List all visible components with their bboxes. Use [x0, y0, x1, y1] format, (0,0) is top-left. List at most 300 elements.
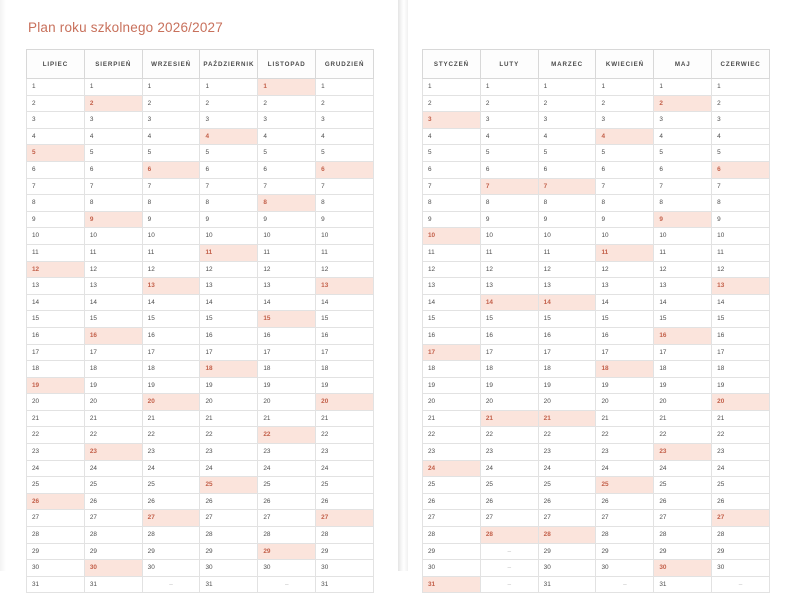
day-cell[interactable]: 31 [538, 576, 596, 593]
day-cell[interactable]: 18 [596, 361, 654, 378]
day-cell[interactable]: 9 [316, 211, 374, 228]
day-cell[interactable]: 5 [200, 145, 258, 162]
day-cell[interactable]: 28 [142, 527, 200, 544]
day-cell[interactable]: 10 [423, 228, 481, 245]
day-cell[interactable]: 11 [258, 244, 316, 261]
day-cell[interactable]: 20 [316, 394, 374, 411]
day-cell[interactable]: 19 [142, 377, 200, 394]
day-cell[interactable]: 2 [538, 95, 596, 112]
day-cell[interactable]: 22 [142, 427, 200, 444]
day-cell[interactable]: 28 [316, 527, 374, 544]
day-cell[interactable]: 31 [27, 576, 85, 593]
day-cell[interactable]: 21 [142, 410, 200, 427]
day-cell[interactable]: 4 [84, 128, 142, 145]
day-cell[interactable]: 11 [654, 244, 712, 261]
day-cell[interactable]: 4 [480, 128, 538, 145]
day-cell[interactable]: 8 [84, 195, 142, 212]
day-cell[interactable]: 14 [200, 294, 258, 311]
day-cell[interactable]: 27 [480, 510, 538, 527]
day-cell[interactable]: 6 [200, 161, 258, 178]
day-cell[interactable]: 5 [142, 145, 200, 162]
day-cell[interactable]: 12 [538, 261, 596, 278]
day-cell[interactable]: 21 [27, 410, 85, 427]
day-cell[interactable]: 23 [27, 444, 85, 461]
day-cell[interactable]: 6 [316, 161, 374, 178]
day-cell[interactable]: 6 [538, 161, 596, 178]
day-cell[interactable]: 7 [142, 178, 200, 195]
day-cell[interactable]: 2 [200, 95, 258, 112]
day-cell[interactable]: 23 [596, 444, 654, 461]
day-cell[interactable]: 18 [538, 361, 596, 378]
day-cell[interactable]: 30 [538, 560, 596, 577]
day-cell[interactable]: 15 [316, 311, 374, 328]
day-cell[interactable]: 21 [538, 410, 596, 427]
day-cell[interactable]: 16 [27, 327, 85, 344]
day-cell[interactable]: 22 [538, 427, 596, 444]
day-cell[interactable]: 17 [596, 344, 654, 361]
day-cell[interactable]: 23 [654, 444, 712, 461]
day-cell[interactable]: 28 [27, 527, 85, 544]
day-cell[interactable]: 22 [596, 427, 654, 444]
day-cell[interactable]: 11 [712, 244, 770, 261]
day-cell[interactable]: 18 [316, 361, 374, 378]
day-cell[interactable]: 26 [258, 493, 316, 510]
day-cell[interactable]: 8 [258, 195, 316, 212]
day-cell[interactable]: 23 [316, 444, 374, 461]
day-cell[interactable]: 11 [142, 244, 200, 261]
day-cell[interactable]: 17 [258, 344, 316, 361]
day-cell[interactable]: 7 [84, 178, 142, 195]
day-cell[interactable]: 7 [596, 178, 654, 195]
day-cell[interactable]: 18 [712, 361, 770, 378]
day-cell[interactable]: 10 [596, 228, 654, 245]
day-cell[interactable]: 16 [142, 327, 200, 344]
day-cell[interactable]: 25 [142, 477, 200, 494]
day-cell[interactable]: 4 [654, 128, 712, 145]
day-cell[interactable]: 10 [142, 228, 200, 245]
day-cell[interactable]: – [142, 576, 200, 593]
day-cell[interactable]: 19 [423, 377, 481, 394]
day-cell[interactable]: 29 [316, 543, 374, 560]
day-cell[interactable]: 8 [712, 195, 770, 212]
day-cell[interactable]: 25 [538, 477, 596, 494]
day-cell[interactable]: 4 [27, 128, 85, 145]
day-cell[interactable]: 19 [654, 377, 712, 394]
day-cell[interactable]: 5 [596, 145, 654, 162]
day-cell[interactable]: 3 [258, 112, 316, 129]
day-cell[interactable]: 24 [84, 460, 142, 477]
day-cell[interactable]: 15 [27, 311, 85, 328]
day-cell[interactable]: 11 [423, 244, 481, 261]
day-cell[interactable]: 19 [84, 377, 142, 394]
day-cell[interactable]: 24 [258, 460, 316, 477]
day-cell[interactable]: 1 [258, 79, 316, 96]
day-cell[interactable]: 7 [654, 178, 712, 195]
day-cell[interactable]: 13 [200, 278, 258, 295]
day-cell[interactable]: 1 [84, 79, 142, 96]
day-cell[interactable]: 16 [258, 327, 316, 344]
day-cell[interactable]: 6 [712, 161, 770, 178]
day-cell[interactable]: 8 [480, 195, 538, 212]
day-cell[interactable]: 12 [316, 261, 374, 278]
day-cell[interactable]: – [258, 576, 316, 593]
day-cell[interactable]: 21 [200, 410, 258, 427]
day-cell[interactable]: 23 [480, 444, 538, 461]
day-cell[interactable]: 17 [712, 344, 770, 361]
day-cell[interactable]: 29 [538, 543, 596, 560]
day-cell[interactable]: 22 [712, 427, 770, 444]
day-cell[interactable]: 20 [423, 394, 481, 411]
day-cell[interactable]: 23 [142, 444, 200, 461]
day-cell[interactable]: 4 [423, 128, 481, 145]
day-cell[interactable]: 21 [596, 410, 654, 427]
day-cell[interactable]: 7 [480, 178, 538, 195]
day-cell[interactable]: 18 [27, 361, 85, 378]
day-cell[interactable]: – [712, 576, 770, 593]
day-cell[interactable]: 15 [423, 311, 481, 328]
day-cell[interactable]: 3 [84, 112, 142, 129]
day-cell[interactable]: 24 [654, 460, 712, 477]
day-cell[interactable]: 7 [200, 178, 258, 195]
day-cell[interactable]: 25 [480, 477, 538, 494]
day-cell[interactable]: 20 [480, 394, 538, 411]
day-cell[interactable]: 24 [538, 460, 596, 477]
day-cell[interactable]: 16 [480, 327, 538, 344]
day-cell[interactable]: 11 [480, 244, 538, 261]
day-cell[interactable]: 12 [258, 261, 316, 278]
day-cell[interactable]: 9 [538, 211, 596, 228]
day-cell[interactable]: 24 [423, 460, 481, 477]
day-cell[interactable]: 29 [84, 543, 142, 560]
day-cell[interactable]: 14 [538, 294, 596, 311]
day-cell[interactable]: 14 [596, 294, 654, 311]
day-cell[interactable]: 14 [654, 294, 712, 311]
day-cell[interactable]: 19 [258, 377, 316, 394]
day-cell[interactable]: 5 [316, 145, 374, 162]
day-cell[interactable]: 29 [200, 543, 258, 560]
day-cell[interactable]: 4 [538, 128, 596, 145]
day-cell[interactable]: 1 [538, 79, 596, 96]
day-cell[interactable]: 25 [258, 477, 316, 494]
day-cell[interactable]: 11 [596, 244, 654, 261]
day-cell[interactable]: 5 [258, 145, 316, 162]
day-cell[interactable]: 18 [480, 361, 538, 378]
day-cell[interactable]: 6 [27, 161, 85, 178]
day-cell[interactable]: 2 [423, 95, 481, 112]
day-cell[interactable]: 13 [712, 278, 770, 295]
day-cell[interactable]: 9 [423, 211, 481, 228]
day-cell[interactable]: 24 [596, 460, 654, 477]
day-cell[interactable]: 10 [200, 228, 258, 245]
day-cell[interactable]: 27 [596, 510, 654, 527]
day-cell[interactable]: 8 [316, 195, 374, 212]
day-cell[interactable]: 13 [596, 278, 654, 295]
day-cell[interactable]: 22 [258, 427, 316, 444]
day-cell[interactable]: 30 [27, 560, 85, 577]
day-cell[interactable]: 15 [84, 311, 142, 328]
day-cell[interactable]: 1 [27, 79, 85, 96]
day-cell[interactable]: 26 [423, 493, 481, 510]
day-cell[interactable]: 16 [316, 327, 374, 344]
day-cell[interactable]: 21 [654, 410, 712, 427]
day-cell[interactable]: 30 [316, 560, 374, 577]
day-cell[interactable]: 31 [423, 576, 481, 593]
day-cell[interactable]: 22 [316, 427, 374, 444]
day-cell[interactable]: 9 [654, 211, 712, 228]
day-cell[interactable]: 23 [84, 444, 142, 461]
day-cell[interactable]: 29 [258, 543, 316, 560]
day-cell[interactable]: 20 [538, 394, 596, 411]
day-cell[interactable]: 30 [423, 560, 481, 577]
day-cell[interactable]: 17 [316, 344, 374, 361]
day-cell[interactable]: 30 [596, 560, 654, 577]
day-cell[interactable]: 16 [654, 327, 712, 344]
day-cell[interactable]: 22 [27, 427, 85, 444]
day-cell[interactable]: 28 [200, 527, 258, 544]
day-cell[interactable]: 26 [654, 493, 712, 510]
day-cell[interactable]: 22 [423, 427, 481, 444]
day-cell[interactable]: 8 [142, 195, 200, 212]
day-cell[interactable]: 26 [200, 493, 258, 510]
day-cell[interactable]: 12 [654, 261, 712, 278]
day-cell[interactable]: 28 [712, 527, 770, 544]
day-cell[interactable]: 3 [712, 112, 770, 129]
day-cell[interactable]: 3 [596, 112, 654, 129]
day-cell[interactable]: 27 [258, 510, 316, 527]
day-cell[interactable]: 3 [654, 112, 712, 129]
day-cell[interactable]: 14 [712, 294, 770, 311]
day-cell[interactable]: 6 [596, 161, 654, 178]
day-cell[interactable]: 21 [258, 410, 316, 427]
day-cell[interactable]: 21 [423, 410, 481, 427]
day-cell[interactable]: 5 [480, 145, 538, 162]
day-cell[interactable]: 23 [200, 444, 258, 461]
day-cell[interactable]: 10 [712, 228, 770, 245]
day-cell[interactable]: 10 [538, 228, 596, 245]
day-cell[interactable]: 19 [480, 377, 538, 394]
day-cell[interactable]: 3 [142, 112, 200, 129]
day-cell[interactable]: 15 [712, 311, 770, 328]
day-cell[interactable]: 30 [712, 560, 770, 577]
day-cell[interactable]: 17 [27, 344, 85, 361]
day-cell[interactable]: 14 [258, 294, 316, 311]
day-cell[interactable]: 20 [654, 394, 712, 411]
day-cell[interactable]: 20 [84, 394, 142, 411]
day-cell[interactable]: 8 [596, 195, 654, 212]
day-cell[interactable]: 18 [142, 361, 200, 378]
day-cell[interactable]: 16 [712, 327, 770, 344]
day-cell[interactable]: 5 [538, 145, 596, 162]
day-cell[interactable]: 1 [200, 79, 258, 96]
day-cell[interactable]: 17 [480, 344, 538, 361]
day-cell[interactable]: 2 [480, 95, 538, 112]
day-cell[interactable]: 31 [654, 576, 712, 593]
day-cell[interactable]: 25 [84, 477, 142, 494]
day-cell[interactable]: 29 [596, 543, 654, 560]
day-cell[interactable]: 29 [712, 543, 770, 560]
day-cell[interactable]: 18 [84, 361, 142, 378]
day-cell[interactable]: 7 [316, 178, 374, 195]
day-cell[interactable]: 9 [27, 211, 85, 228]
day-cell[interactable]: 22 [200, 427, 258, 444]
day-cell[interactable]: 12 [423, 261, 481, 278]
day-cell[interactable]: 1 [142, 79, 200, 96]
day-cell[interactable]: 21 [316, 410, 374, 427]
day-cell[interactable]: 13 [480, 278, 538, 295]
day-cell[interactable]: 19 [712, 377, 770, 394]
day-cell[interactable]: 11 [200, 244, 258, 261]
day-cell[interactable]: 8 [423, 195, 481, 212]
day-cell[interactable]: 28 [84, 527, 142, 544]
day-cell[interactable]: 27 [142, 510, 200, 527]
day-cell[interactable]: 2 [596, 95, 654, 112]
day-cell[interactable]: 15 [200, 311, 258, 328]
day-cell[interactable]: 25 [654, 477, 712, 494]
day-cell[interactable]: 3 [200, 112, 258, 129]
day-cell[interactable]: 21 [712, 410, 770, 427]
day-cell[interactable]: 13 [258, 278, 316, 295]
day-cell[interactable]: 14 [84, 294, 142, 311]
day-cell[interactable]: 4 [258, 128, 316, 145]
day-cell[interactable]: 1 [596, 79, 654, 96]
day-cell[interactable]: 21 [84, 410, 142, 427]
day-cell[interactable]: 25 [316, 477, 374, 494]
day-cell[interactable]: 31 [84, 576, 142, 593]
day-cell[interactable]: 27 [27, 510, 85, 527]
day-cell[interactable]: 6 [423, 161, 481, 178]
day-cell[interactable]: 9 [596, 211, 654, 228]
day-cell[interactable]: 4 [200, 128, 258, 145]
day-cell[interactable]: 17 [142, 344, 200, 361]
day-cell[interactable]: 12 [200, 261, 258, 278]
day-cell[interactable]: 15 [654, 311, 712, 328]
day-cell[interactable]: 3 [538, 112, 596, 129]
day-cell[interactable]: 12 [712, 261, 770, 278]
day-cell[interactable]: 13 [423, 278, 481, 295]
day-cell[interactable]: 14 [423, 294, 481, 311]
day-cell[interactable]: 24 [200, 460, 258, 477]
day-cell[interactable]: 15 [480, 311, 538, 328]
day-cell[interactable]: 8 [200, 195, 258, 212]
day-cell[interactable]: 14 [316, 294, 374, 311]
day-cell[interactable]: 8 [27, 195, 85, 212]
day-cell[interactable]: 28 [596, 527, 654, 544]
day-cell[interactable]: 10 [480, 228, 538, 245]
day-cell[interactable]: 2 [27, 95, 85, 112]
day-cell[interactable]: 23 [423, 444, 481, 461]
day-cell[interactable]: 1 [654, 79, 712, 96]
day-cell[interactable]: 17 [538, 344, 596, 361]
day-cell[interactable]: 2 [84, 95, 142, 112]
day-cell[interactable]: 3 [480, 112, 538, 129]
day-cell[interactable]: 30 [142, 560, 200, 577]
day-cell[interactable]: – [480, 576, 538, 593]
day-cell[interactable]: 26 [27, 493, 85, 510]
day-cell[interactable]: 5 [27, 145, 85, 162]
day-cell[interactable]: 20 [142, 394, 200, 411]
day-cell[interactable]: 15 [596, 311, 654, 328]
day-cell[interactable]: 25 [27, 477, 85, 494]
day-cell[interactable]: 26 [316, 493, 374, 510]
day-cell[interactable]: 19 [596, 377, 654, 394]
day-cell[interactable]: 24 [712, 460, 770, 477]
day-cell[interactable]: 6 [480, 161, 538, 178]
day-cell[interactable]: 12 [596, 261, 654, 278]
day-cell[interactable]: 2 [654, 95, 712, 112]
day-cell[interactable]: 10 [258, 228, 316, 245]
day-cell[interactable]: 17 [654, 344, 712, 361]
day-cell[interactable]: 20 [596, 394, 654, 411]
day-cell[interactable]: 27 [712, 510, 770, 527]
day-cell[interactable]: 28 [423, 527, 481, 544]
day-cell[interactable]: 6 [142, 161, 200, 178]
day-cell[interactable]: 16 [200, 327, 258, 344]
day-cell[interactable]: 14 [480, 294, 538, 311]
day-cell[interactable]: 30 [200, 560, 258, 577]
day-cell[interactable]: 28 [654, 527, 712, 544]
day-cell[interactable]: 2 [316, 95, 374, 112]
day-cell[interactable]: 2 [258, 95, 316, 112]
day-cell[interactable]: 29 [27, 543, 85, 560]
day-cell[interactable]: 13 [316, 278, 374, 295]
day-cell[interactable]: 28 [480, 527, 538, 544]
day-cell[interactable]: 11 [27, 244, 85, 261]
day-cell[interactable]: 20 [258, 394, 316, 411]
day-cell[interactable]: 26 [596, 493, 654, 510]
day-cell[interactable]: 15 [258, 311, 316, 328]
day-cell[interactable]: 26 [538, 493, 596, 510]
day-cell[interactable]: 30 [654, 560, 712, 577]
day-cell[interactable]: 18 [200, 361, 258, 378]
day-cell[interactable]: 4 [316, 128, 374, 145]
day-cell[interactable]: 27 [654, 510, 712, 527]
day-cell[interactable]: 20 [712, 394, 770, 411]
day-cell[interactable]: 4 [596, 128, 654, 145]
day-cell[interactable]: 1 [423, 79, 481, 96]
day-cell[interactable]: 28 [258, 527, 316, 544]
day-cell[interactable]: 14 [27, 294, 85, 311]
day-cell[interactable]: 30 [258, 560, 316, 577]
day-cell[interactable]: 26 [480, 493, 538, 510]
day-cell[interactable]: 3 [27, 112, 85, 129]
day-cell[interactable]: 7 [538, 178, 596, 195]
day-cell[interactable]: 9 [84, 211, 142, 228]
day-cell[interactable]: 6 [654, 161, 712, 178]
day-cell[interactable]: 13 [654, 278, 712, 295]
day-cell[interactable]: 14 [142, 294, 200, 311]
day-cell[interactable]: 11 [84, 244, 142, 261]
day-cell[interactable]: 8 [654, 195, 712, 212]
day-cell[interactable]: 7 [27, 178, 85, 195]
day-cell[interactable]: 5 [712, 145, 770, 162]
day-cell[interactable]: 28 [538, 527, 596, 544]
day-cell[interactable]: 26 [712, 493, 770, 510]
day-cell[interactable]: 7 [423, 178, 481, 195]
day-cell[interactable]: 12 [480, 261, 538, 278]
day-cell[interactable]: 10 [27, 228, 85, 245]
day-cell[interactable]: 2 [712, 95, 770, 112]
day-cell[interactable]: 19 [538, 377, 596, 394]
day-cell[interactable]: 4 [142, 128, 200, 145]
day-cell[interactable]: 25 [596, 477, 654, 494]
day-cell[interactable]: 7 [258, 178, 316, 195]
day-cell[interactable]: 1 [712, 79, 770, 96]
day-cell[interactable]: 3 [423, 112, 481, 129]
day-cell[interactable]: 12 [142, 261, 200, 278]
day-cell[interactable]: 19 [316, 377, 374, 394]
day-cell[interactable]: 6 [258, 161, 316, 178]
day-cell[interactable]: 23 [712, 444, 770, 461]
